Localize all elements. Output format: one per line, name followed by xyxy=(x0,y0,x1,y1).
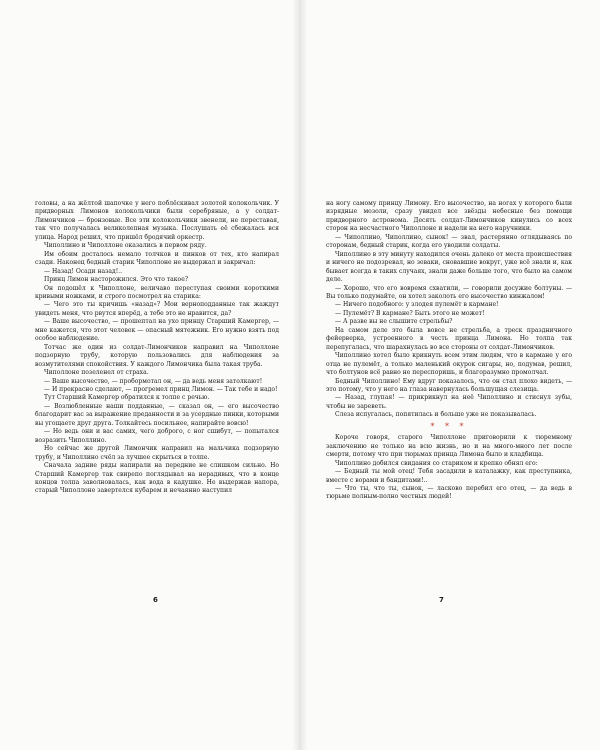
paragraph: Тотчас же один из солдат-Лимончиков направил на Чиполлоне подзорную трубу, которую пользовались для наблюдения за возмутителями спокойствия. У каждого Лимончика была такая труба. xyxy=(35,343,279,368)
page-number-left: 6 xyxy=(153,596,158,604)
paragraph: — Чего это ты кричишь «назад»? Мои верноподданные так жаждут увидеть меня, что рвутся вперёд, а тебе это не нравится, да? xyxy=(35,301,279,317)
paragraph: Бедный Чиполлино! Ему вдруг показалось, что он стал плохо видеть, — это потому, что у него на глаза навернулась большущая слезища. xyxy=(326,377,572,393)
paragraph: — Но ведь они и вас самих, чего доброго, с ног сшибут, — попытался возразить Чиполлино. xyxy=(35,428,279,444)
paragraph: Чиполлино хотел было крикнуть всем этим людям, что в кармане у его отца не пулемёт, а только маленький окурок сигары, но, подумав, решил, что болтунов всё равно не переспоришь, и благоразумно промолчал. xyxy=(326,352,572,377)
left-page-text xyxy=(35,200,279,496)
book-fold xyxy=(292,0,308,750)
right-page-text xyxy=(326,200,572,502)
paragraph: Чиполлино в эту минуту находился очень далеко от места происшествия и ничего не подозревал, но зеваки, сновавшие вокруг, уже всё знали и, как бывает всегда в таких случаях, знали даже больше того, что было на самом деле. xyxy=(326,250,572,284)
paragraph: Чиполлоне позеленел от страха. xyxy=(44,369,149,377)
paragraph: Он подошёл к Чиполлоне, величаво переступая своими короткими кривыми ножками, и строго посмотрел на старика: xyxy=(35,284,279,300)
paragraph: Сначала задние ряды напирали на передние не слишком сильно. Но Старший Камергер так свирепо поглядывал на нерадивых, что в конце концов толпа заволновалась, как вода в кадушке. Не выдержав напора, старый Чиполлоне завертелся кубарем и нечаянно наступил xyxy=(35,462,279,495)
paragraph: — Ничего подобного: у злодея пулемёт в кармане! xyxy=(335,301,499,309)
paragraph: головы, а на жёлтой шапочке у него поблёскивал золотой колокольчик. У придворных Лимонов колокольчики были серебряные, а у солдат-Лимончиков — бронзовые. Все эти колокольчики звенели, не переставая, так что получалась великолепная музыка. Послушать её сбежалась вся улица. Народ решил, что пришёл бродячий оркестр. xyxy=(35,200,279,241)
paragraph: Принц Лимон насторожился. Это что такое? xyxy=(44,276,189,284)
paragraph: — Назад! Осади назад!.. xyxy=(44,267,122,275)
paragraph: — Возлюбленные наши подданные, — сказал он, — его высочество благодарит вас за выражение преданности и за усердные пинки, которыми вы угощаете друг друга. Толкайтесь посильнее, напирайте вовсю! xyxy=(35,402,279,427)
paragraph: на ногу самому принцу Лимону. Его высочество, на ногах у которого были изрядные мозоли, сразу увидел все звёзды небесные без помощи придворного астронома. Десять солдат-Лимончиков кинулись со всех сторон на несчастного Чиполлоне и надели на него наручники. xyxy=(326,200,572,233)
paragraph: — А разве вы не слышите стрельбы? xyxy=(335,318,453,326)
paragraph: — Ваше высочество, — прошептал на ухо принцу Старший Камергер, — мне кажется, что этот человек — опасный мятежник. Его нужно взять под особое наблюдение. xyxy=(35,318,279,343)
right-page xyxy=(300,0,600,750)
paragraph: — Пулемёт? В кармане? Быть этого не может! xyxy=(335,309,485,317)
paragraph: Им обоим досталось немало толчков и пинков от тех, кто напирал сзади. Наконец бедный старик Чиполлоне не выдержал и закричал: xyxy=(35,250,279,267)
section-separator: * * * xyxy=(430,421,468,431)
paragraph: — Назад, глупая! — прикрикнул на неё Чиполлино и стиснул зубы, чтобы не зареветь. xyxy=(326,394,572,410)
paragraph: Короче говоря, старого Чиполлоне приговорили к тюремному заключению не только на всю жизнь, но и на много-много лет после смерти, потому что при тюрьмах принца Лимона было и кладбища. xyxy=(326,434,572,459)
paragraph: Чиполлино добился свидания со стариком и крепко обнял его: xyxy=(335,459,538,467)
paragraph: — Бедный ты мой отец! Тебя засадили в каталажку, как преступника, вместе с ворами и бандитами!.. xyxy=(326,468,572,484)
page-number-right: 7 xyxy=(439,596,444,604)
paragraph: Слеза испугалась, попятилась и больше уже не показывалась. xyxy=(335,411,537,419)
paragraph: Но сейчас же другой Лимончик направил на мальчика подзорную трубу, и Чиполлино счёл за лучшее скрыться в толпе. xyxy=(35,445,279,461)
paragraph: — Хорошо, что его вовремя схватили, — говорили досужие болтуны. — Вы только подумайте, он хотел заколоть его высочество кинжалом! xyxy=(326,284,572,300)
paragraph: Чиполлино и Чиполлоне оказались в первом ряду. xyxy=(44,242,207,250)
paragraph: — И прекрасно сделают, — прогремел принц Лимон. — Так тебе и надо! xyxy=(44,385,278,393)
paragraph: На самом деле это была вовсе не стрельба, а треск праздничного фейерверка, устроенного в честь принца Лимона. Но толпа так перепугалась, что шарахнулась во все стороны от солдат-Лимончиков. xyxy=(326,326,572,351)
paragraph: Тут Старший Камергер обратился к толпе с речью. xyxy=(44,394,210,402)
paragraph: — Ваше высочество, — пробормотал он, — да ведь меня затолкают! xyxy=(44,377,263,385)
paragraph: — Что ты, что ты, сынок, — ласково перебил его отец, — да ведь в тюрьме полным-полно честных людей! xyxy=(326,484,572,501)
paragraph: — Чиполлино, Чиполлино, сынок! — звал, растерянно оглядываясь по сторонам, бедный старик, когда его уводили солдаты. xyxy=(326,233,572,250)
